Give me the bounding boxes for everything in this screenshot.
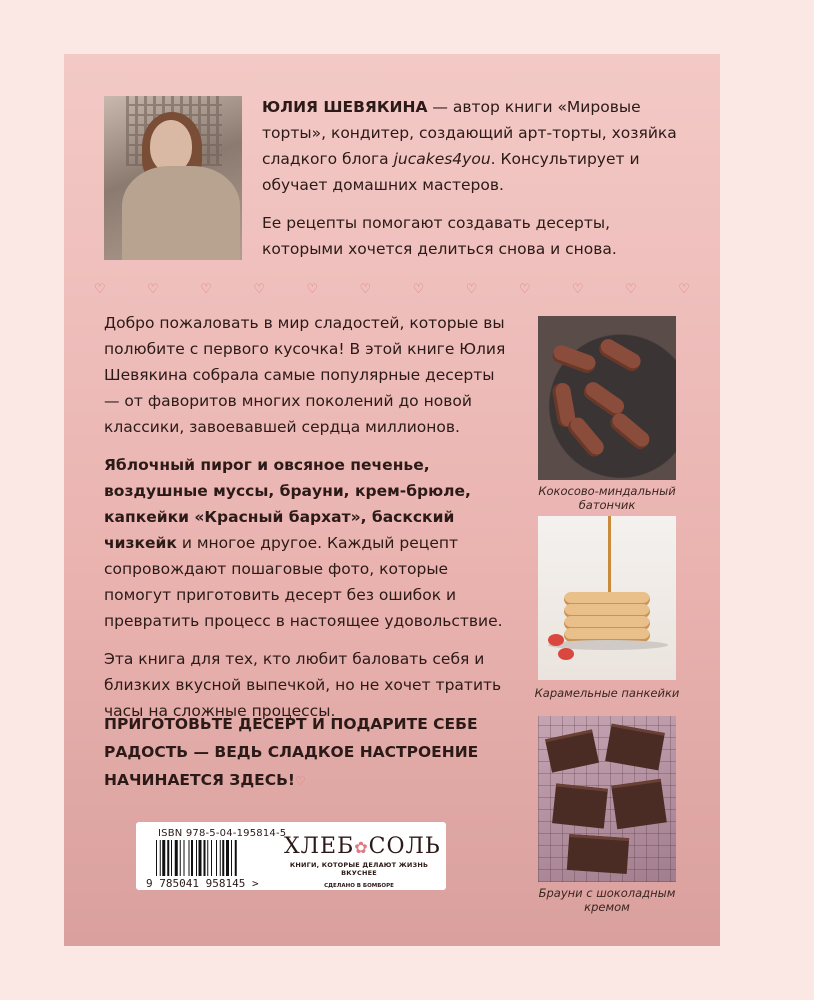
heart-icon: ♡: [518, 282, 531, 297]
description-paragraph-2-rest: и многое другое. Каждый рецепт сопровождают пошаговые фото, которые помогут приготовить десерт без ошибок и превратить процесс в настоящее удовольствие.: [104, 534, 503, 630]
bar-shape: [565, 414, 607, 459]
publisher-name: [284, 834, 441, 859]
bar-shape: [607, 410, 652, 452]
caption-pancakes: Карамельные панкейки: [534, 686, 680, 700]
barcode-panel: [136, 822, 446, 890]
bio-paragraph-2: Ее рецепты помогают создавать десерты, которыми хочется делиться снова и снова.: [262, 214, 617, 258]
author-scarf: [122, 166, 240, 260]
book-description: [104, 310, 514, 736]
author-face: [150, 120, 192, 172]
bar-shape: [596, 336, 643, 374]
publisher-tagline: КНИГИ, КОТОРЫЕ ДЕЛАЮТ ЖИЗНЬ ВКУСНЕЕ: [289, 861, 429, 877]
barcode-icon: [156, 840, 264, 876]
heart-icon: ♡: [306, 282, 319, 297]
author-bio: [262, 94, 682, 274]
barcode-digits: 9 785041 958145 >: [146, 877, 259, 890]
publisher-imprint: СДЕЛАНО В БОМБОРЕ: [324, 883, 394, 889]
blog-name: jucakes4you: [393, 150, 491, 168]
publisher-name-right: СОЛЬ: [368, 834, 441, 859]
photo-coconut-almond-bars: [538, 316, 676, 480]
heart-icon: ♡: [412, 282, 425, 297]
photo-caramel-pancakes: [538, 516, 676, 680]
caption-bars: Кокосово-миндальный батончик: [538, 484, 676, 512]
heart-icon: ♡: [147, 282, 159, 297]
heart-icon: ♡: [625, 282, 637, 297]
heart-icon: ♡: [94, 282, 106, 297]
bio-text: — автор книги «Мировые торты», кондитер, создающий арт-торты, хозяйка сладкого блога: [262, 98, 677, 168]
heart-icon: ♡: [294, 774, 306, 788]
bio-paragraph-1: [262, 94, 682, 198]
brownie-piece: [611, 779, 667, 830]
bar-shape: [550, 343, 598, 375]
author-photo: [104, 96, 242, 260]
caption-brownies: Брауни с шоколадным кремом: [538, 886, 676, 914]
description-paragraph-1: Добро пожаловать в мир сладостей, которые вы полюбите с первого кусочка! В этой книге Юлия Шевякина собрала самые популярные десерты — от фаворитов многих поколений до новой классики, завоевавшей сердца миллионов.: [104, 314, 506, 436]
strawberry: [558, 648, 574, 660]
isbn-text: ISBN 978-5-04-195814-5: [158, 828, 287, 839]
photo-brownies: [538, 716, 676, 882]
heart-icon: ♡: [253, 282, 265, 297]
description-paragraph-2: [104, 452, 514, 634]
strawberry: [548, 634, 564, 646]
publisher-logo: [284, 834, 441, 889]
cta-text: ПРИГОТОВЬТЕ ДЕСЕРТ И ПОДАРИТЕ СЕБЕ РАДОСТЬ — ВЕДЬ СЛАДКОЕ НАСТРОЕНИЕ НАЧИНАЕТСЯ ЗДЕСЬ!: [104, 715, 479, 789]
heart-icon: ♡: [571, 282, 584, 297]
heart-icon: ♡: [465, 282, 478, 297]
brownie-piece: [552, 783, 608, 828]
flower-icon: ✿: [354, 838, 369, 857]
heart-icon: ♡: [200, 282, 212, 297]
book-back-cover: [64, 54, 720, 946]
heart-divider: [94, 283, 690, 296]
dessert-list: Яблочный пирог и овсяное печенье, воздушные муссы, брауни, крем-брюле, капкейки «Красный бархат», баскский чизкейк: [104, 456, 471, 552]
description-paragraph-3: Эта книга для тех, кто любит баловать себя и близких вкусной выпечкой, но не хочет тратить часы на сложные процессы.: [104, 650, 502, 720]
heart-icon: ♡: [359, 282, 372, 297]
brownie-piece: [567, 834, 629, 874]
call-to-action: [104, 710, 514, 795]
syrup-stream: [608, 516, 611, 594]
bio-text-end: . Консультирует и обучает домашних мастеров.: [262, 150, 640, 194]
author-name: ЮЛИЯ ШЕВЯКИНА: [262, 98, 428, 116]
publisher-name-left: ХЛЕБ: [284, 834, 355, 859]
heart-icon: ♡: [678, 282, 690, 297]
